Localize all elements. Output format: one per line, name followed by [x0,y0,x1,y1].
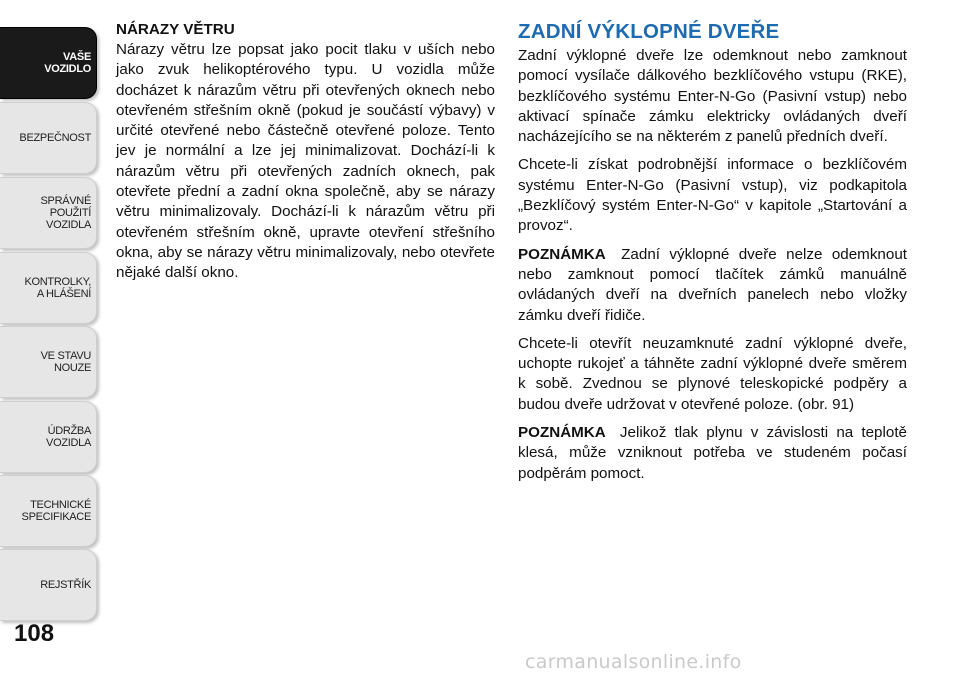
note-text: Jelikož tlak plynu v závislosti na teplotě klesá, může vzniknout potřeba ve studeném počasí podpěrám pomoct. [518,424,907,482]
paragraph: Zadní výklopné dveře lze odemknout nebo zamknout pomocí vysílače dálkového bezklíčového vstupu (RKE), bezklíčového systému Enter-N-Go (Pasivní vstup) nebo aktivací spínače zámku elektricky ovládaných dveří nacházejícího se na některém z panelů předních dveří. [518,47,907,146]
tab-label: SPECIFIKACE [21,511,91,523]
tab-kontrolky-hlaseni[interactable] [0,252,97,324]
note [518,423,907,484]
tab-spravne-pouziti-vozidla[interactable] [0,177,97,249]
tab-technicke-specifikace[interactable] [0,475,97,547]
tab-label: A HLÁŠENÍ [36,288,91,300]
note [518,245,907,326]
paragraph: Nárazy větru lze popsat jako pocit tlaku v uších nebo jako zvuk helikoptérového typu. U vozidla může docházet k nárazům větru při otevřených oknech nebo otevřeném střešním okně (pokud je součástí výbavy) v určité otevřené nebo částečně otevřené poloze. Tento jev je normální a lze jej minimalizovat. Dochází-li k nárazům větru při otevřených zadních oknech, pak otevřete přední a zadní okna společně, aby se nárazy větru minimalizovaly. Dochází-li k nárazům větru při otevřeném střešním okně, upravte otevření střešního okna, aby se nárazy větru minimalizovaly, nebo otevřete nějaké další okno. [116,41,495,282]
tab-label: POUŽITÍ [49,207,91,219]
tab-bezpecnost[interactable] [0,102,97,174]
section-heading: NÁRAZY VĚTRU [116,21,235,38]
tab-label: REJSTŘÍK [40,579,91,591]
tab-label: ÚDRŽBA [47,425,91,437]
section-title: ZADNÍ VÝKLOPNÉ DVEŘE [518,20,780,43]
tab-label: VOZIDLA [46,219,91,231]
tab-label: TECHNICKÉ [30,499,91,511]
note-label: POZNÁMKA [518,424,606,442]
tab-label: SPRÁVNÉ [40,195,91,207]
tab-vase-vozidlo[interactable] [0,27,97,99]
tab-label: KONTROLKY, [24,276,91,288]
tab-label: VAŠE [63,51,91,63]
watermark: carmanualsonline.info [525,651,742,673]
left-column [116,20,495,284]
tab-label: BEZPEČNOST [19,132,91,144]
tab-label: VOZIDLO [44,63,91,75]
tab-label: VOZIDLA [46,437,91,449]
page-number: 108 [14,620,55,647]
note-label: POZNÁMKA [518,245,606,263]
tab-label: NOUZE [53,362,91,374]
tab-rejstrik[interactable] [0,549,97,621]
paragraph: Chcete-li získat podrobnější informace o bezklíčovém systému Enter-N-Go (Pasivní vstup), viz podkapitola „Bezklíčový systém Enter-N-Go“ v kapitole „Startování a provoz“. [518,156,907,235]
tab-label: VE STAVU [40,350,91,362]
tab-ve-stavu-nouze[interactable] [0,326,97,398]
note-text: Zadní výklopné dveře nelze odemknout nebo zamknout pomocí tlačítek zámků manuálně ovládaných dveří na dveřních panelech nebo vložky zámku dveří řidiče. [518,245,907,324]
right-column [518,20,907,492]
tab-udrzba-vozidla[interactable] [0,401,97,473]
paragraph: Chcete-li otevřít neuzamknuté zadní výklopné dveře, uchopte rukojeť a táhněte zadní výklopné dveře směrem k sobě. Zvednou se plynové teleskopické podpěry a budou dveře udržovat v otevřené poloze. (obr. 91) [518,334,907,413]
